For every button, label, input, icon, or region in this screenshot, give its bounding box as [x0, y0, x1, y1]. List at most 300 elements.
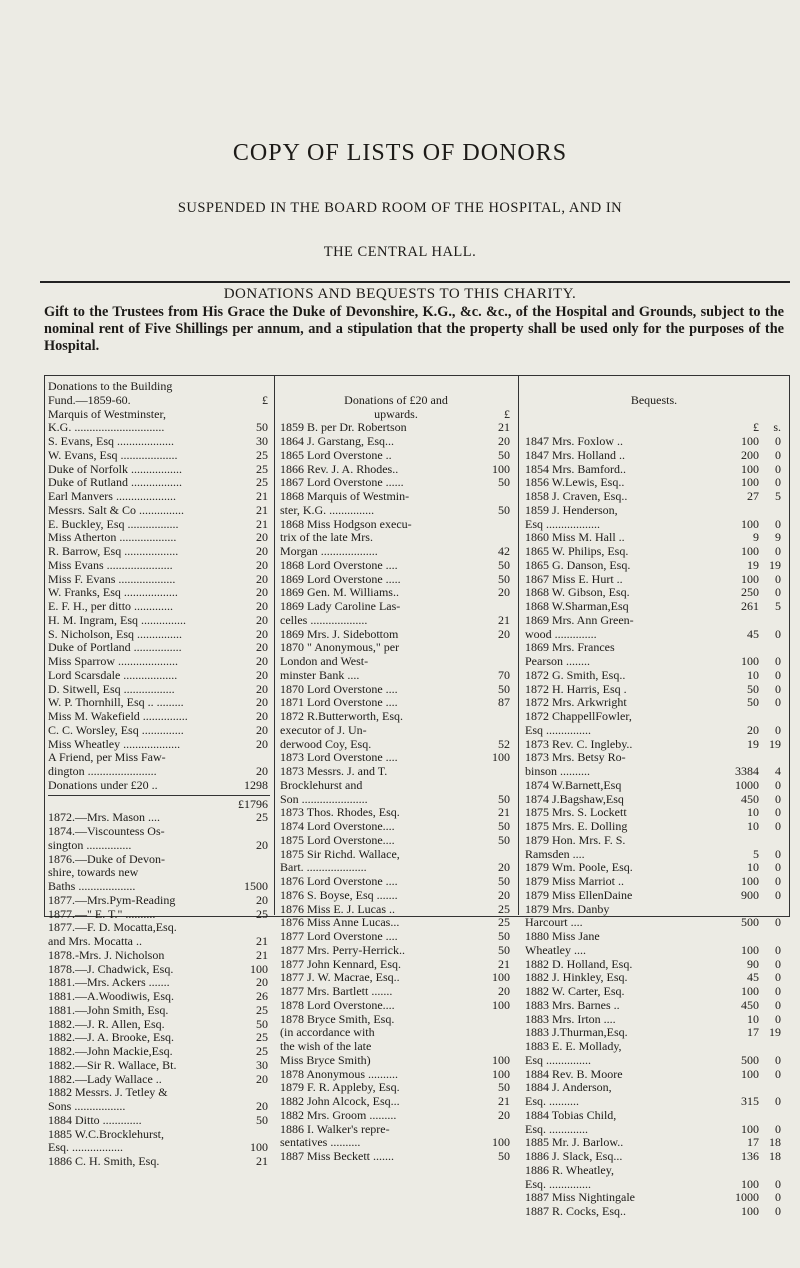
donation-shillings: 0	[775, 916, 781, 930]
donation-amount: 100	[492, 751, 510, 765]
donor-name: 1873 Rev. C. Ingleby..	[525, 737, 633, 751]
donation-amount: 21	[498, 1095, 510, 1108]
donation-amount: 20	[498, 627, 510, 641]
donor-entry	[48, 866, 270, 880]
donor-name: 1868 W. Gibson, Esq.	[525, 586, 630, 600]
donor-name: W. P. Thornhill, Esq .. .........	[48, 696, 184, 710]
donor-name: D. Sitwell, Esq .................	[48, 682, 175, 696]
donation-amount: 20	[256, 600, 268, 613]
donor-entry	[525, 861, 783, 875]
donation-amount: 50	[498, 1150, 510, 1163]
donor-name: 1886 J. Slack, Esq...	[525, 1150, 623, 1163]
donor-name: 1868 W.Sharman,Esq	[525, 600, 629, 613]
donation-amount: 20	[256, 696, 268, 710]
donor-name: 1880 Miss Jane	[525, 930, 600, 943]
donation-shillings: 5	[775, 600, 781, 613]
donor-name: Marquis of Westminster,	[48, 407, 166, 421]
donor-entry	[48, 921, 270, 935]
section-heading: DONATIONS AND BEQUESTS TO THIS CHARITY.	[223, 286, 577, 302]
donor-entry	[48, 1155, 270, 1169]
donor-entry	[525, 490, 783, 504]
donation-amount: 100	[250, 1141, 268, 1155]
donor-entry	[280, 779, 512, 793]
donor-entry	[280, 380, 512, 394]
donor-entry	[280, 641, 512, 655]
donation-amount: 20	[256, 572, 268, 586]
donation-amount: 3384	[735, 765, 759, 778]
donor-entry	[525, 1081, 783, 1095]
donation-amount: 50	[256, 421, 268, 435]
donor-name: Brocklehurst and	[280, 778, 363, 792]
donor-entry	[525, 628, 783, 642]
donor-entry	[280, 1123, 512, 1137]
donation-amount: 20	[256, 627, 268, 641]
donor-entry	[280, 861, 512, 875]
donor-name: and Mrs. Mocatta ..	[48, 935, 142, 948]
donation-amount: 100	[741, 1177, 759, 1191]
donor-name: Harcourt ....	[525, 916, 583, 930]
donation-amount: 20	[256, 641, 268, 655]
donor-name: sington ...............	[48, 838, 132, 852]
donor-name: 1877.—" E. T." ..........	[48, 907, 156, 921]
donor-name: 1878.—J. Chadwick, Esq.	[48, 962, 174, 976]
donor-entry	[48, 641, 270, 655]
donor-name: Donations under £20 ..	[48, 778, 158, 792]
donor-entry	[525, 504, 783, 518]
donor-entry	[525, 889, 783, 903]
donor-entry	[280, 1095, 512, 1109]
donor-entry	[280, 806, 512, 820]
donor-entry	[525, 930, 783, 944]
donor-entry	[525, 683, 783, 697]
donor-name: 1879 F. R. Appleby, Esq.	[280, 1081, 400, 1095]
donation-amount: 20	[747, 723, 759, 737]
donor-name: Earl Manvers ....................	[48, 490, 176, 503]
donation-shillings: 0	[775, 1205, 781, 1218]
donor-name: upwards.	[374, 407, 418, 421]
donor-name: Esq ..................	[525, 517, 600, 531]
donor-name: S. Nicholson, Esq ...............	[48, 627, 183, 641]
donation-shillings: 0	[775, 957, 781, 971]
donor-entry	[525, 1164, 783, 1178]
donation-amount: 50	[498, 448, 510, 462]
donor-name: 1873 Mrs. Betsy Ro-	[525, 751, 626, 765]
donor-entry	[48, 1073, 270, 1087]
donor-entry	[280, 999, 512, 1013]
donation-amount: 50	[498, 820, 510, 833]
donation-amount: 87	[498, 696, 510, 710]
donor-entry	[280, 655, 512, 669]
donor-name: 1884 Tobias Child,	[525, 1108, 617, 1122]
donation-amount: 100	[741, 1205, 759, 1218]
donor-name: 1879 Mrs. Danby	[525, 902, 610, 916]
donation-amount: 20	[256, 613, 268, 627]
donor-name: 1869 Mrs. Ann Green-	[525, 613, 634, 627]
donation-amount: 20	[256, 1072, 268, 1086]
donor-name: Duke of Rutland .................	[48, 476, 182, 490]
donation-amount: 50	[747, 682, 759, 696]
donor-name: 1876 Miss E. J. Lucas ..	[280, 902, 395, 916]
donor-entry	[48, 710, 270, 724]
donation-amount: 45	[747, 627, 759, 641]
donation-amount: 20	[498, 435, 510, 448]
donor-entry	[48, 1100, 270, 1114]
donation-amount: 50	[498, 1081, 510, 1095]
donor-entry	[48, 765, 270, 779]
donation-amount: 20	[256, 710, 268, 723]
donations-column	[280, 380, 512, 1164]
donation-shillings: s.	[773, 421, 781, 435]
donor-entry	[280, 463, 512, 477]
donor-name: R. Barrow, Esq ..................	[48, 545, 179, 558]
donation-amount: 500	[741, 1053, 759, 1067]
donation-amount: 26	[256, 990, 268, 1003]
donation-amount: 50	[498, 875, 510, 888]
donor-entry	[280, 518, 512, 532]
donor-entry	[280, 710, 512, 724]
donation-shillings: 0	[775, 861, 781, 875]
donation-amount: 20	[498, 586, 510, 600]
donation-shillings: 0	[775, 875, 781, 888]
donor-entry	[48, 894, 270, 908]
donor-entry	[48, 380, 270, 394]
donor-entry	[525, 779, 783, 793]
donor-name: 1875 Lord Overstone....	[280, 833, 395, 847]
donor-entry	[525, 806, 783, 820]
donation-amount: 70	[498, 668, 510, 682]
donor-name: Duke of Norfolk .................	[48, 462, 182, 476]
donor-name: 1876 S. Boyse, Esq .......	[280, 888, 398, 902]
donor-name: A Friend, per Miss Faw-	[48, 751, 166, 765]
donor-entry	[280, 683, 512, 697]
donor-entry	[48, 655, 270, 669]
donation-amount: 50	[256, 1017, 268, 1031]
donation-amount: 10	[747, 806, 759, 820]
donor-entry	[48, 853, 270, 867]
donation-amount: 20	[256, 723, 268, 737]
donation-shillings: 9	[775, 531, 781, 545]
donor-name: ster, K.G. ...............	[280, 503, 375, 517]
donation-amount: 27	[747, 490, 759, 503]
donation-shillings: 0	[775, 1012, 781, 1026]
donor-entry	[280, 1054, 512, 1068]
donor-name: 1868 Miss Hodgson execu-	[280, 517, 412, 531]
donor-entry	[280, 614, 512, 628]
donor-entry	[48, 1141, 270, 1155]
donor-entry	[280, 586, 512, 600]
donor-entry	[280, 834, 512, 848]
column-divider-1	[274, 375, 275, 915]
donation-amount: 50	[498, 930, 510, 943]
donor-entry	[525, 531, 783, 545]
donor-entry	[525, 655, 783, 669]
donor-entry	[525, 600, 783, 614]
donor-entry	[525, 738, 783, 752]
donor-entry	[48, 1059, 270, 1073]
donor-name: 1884 J. Anderson,	[525, 1081, 612, 1095]
donor-entry	[525, 449, 783, 463]
donation-shillings: 0	[775, 1177, 781, 1191]
total-rule	[48, 795, 270, 796]
donor-name: 1874 Lord Overstone....	[280, 820, 395, 833]
donor-name: C. C. Worsley, Esq ..............	[48, 723, 184, 737]
donation-amount: 17	[747, 1026, 759, 1040]
donation-shillings: 0	[775, 1122, 781, 1136]
donor-entry	[48, 490, 270, 504]
donation-amount: 200	[741, 448, 759, 462]
donor-entry	[525, 944, 783, 958]
donation-amount: 315	[741, 1095, 759, 1108]
donation-shillings: 5	[775, 490, 781, 503]
donor-name: derwood Coy, Esq.	[280, 737, 372, 751]
donor-name: 1886 I. Walker's repre-	[280, 1122, 390, 1136]
donor-name: 1879 Miss Marriot ..	[525, 875, 624, 888]
donor-entry	[525, 476, 783, 490]
donor-entry	[48, 1128, 270, 1142]
donor-name: 1867 Lord Overstone ......	[280, 476, 404, 490]
donation-amount: 1000	[735, 778, 759, 792]
donor-entry	[525, 1205, 783, 1219]
donor-entry	[48, 976, 270, 990]
donor-name: 1882.—J. A. Brooke, Esq.	[48, 1031, 174, 1045]
top-rule	[40, 281, 790, 283]
donor-entry	[280, 875, 512, 889]
donation-amount: 100	[741, 545, 759, 558]
donor-entry	[525, 834, 783, 848]
donation-amount: 5	[753, 847, 759, 861]
donor-entry	[525, 710, 783, 724]
donation-amount: 136	[741, 1150, 759, 1163]
donation-amount: 25	[256, 462, 268, 476]
donor-name: W. Franks, Esq ..................	[48, 586, 178, 600]
donation-amount: 450	[741, 998, 759, 1012]
donation-shillings: 0	[775, 971, 781, 985]
donor-entry	[280, 944, 512, 958]
donor-entry	[48, 779, 270, 793]
donation-amount: 100	[492, 971, 510, 985]
donor-entry	[48, 600, 270, 614]
donation-amount: 100	[741, 476, 759, 490]
donation-amount: 20	[256, 545, 268, 558]
donor-entry	[48, 839, 270, 853]
donor-entry	[280, 820, 512, 834]
donor-name: 1879 Miss EllenDaine	[525, 888, 633, 902]
donation-shillings: 19	[769, 558, 781, 572]
donor-entry	[48, 963, 270, 977]
donor-name: 1884 Rev. B. Moore	[525, 1067, 623, 1081]
donor-name: sentatives ..........	[280, 1136, 361, 1150]
donor-name: Morgan ...................	[280, 545, 378, 558]
donor-entry	[48, 683, 270, 697]
donation-amount: 100	[741, 435, 759, 448]
donor-name: 1887 R. Cocks, Esq..	[525, 1205, 627, 1218]
donation-amount: 21	[256, 935, 268, 948]
donor-name: dington .......................	[48, 765, 157, 778]
donor-entry	[525, 724, 783, 738]
donation-amount: 1500	[244, 880, 268, 893]
donor-entry	[525, 1109, 783, 1123]
donation-amount: 20	[256, 682, 268, 696]
donor-entry	[525, 999, 783, 1013]
donor-entry	[48, 1114, 270, 1128]
donor-entry	[525, 903, 783, 917]
donor-name: 1883 Mrs. Irton ....	[525, 1012, 616, 1026]
donor-name: Miss Bryce Smith)	[280, 1053, 371, 1067]
donor-entry	[48, 811, 270, 825]
donor-entry	[48, 559, 270, 573]
donor-name: 1884 Ditto .............	[48, 1113, 142, 1127]
donor-name: 1870 " Anonymous," per	[280, 641, 400, 655]
donor-name: 1874.—Viscountess Os-	[48, 825, 165, 838]
donor-name: 1882 Messrs. J. Tetley &	[48, 1086, 168, 1100]
donor-name: binson ..........	[525, 765, 591, 778]
donor-name: trix of the late Mrs.	[280, 531, 373, 545]
donation-amount: 50	[498, 558, 510, 572]
donor-entry	[48, 669, 270, 683]
donor-name: Pearson ........	[525, 655, 590, 668]
donor-name: 1882.—J. R. Allen, Esq.	[48, 1017, 165, 1031]
donor-entry	[48, 421, 270, 435]
donation-shillings: 0	[775, 1191, 781, 1205]
donor-entry	[525, 1123, 783, 1137]
donor-entry	[280, 504, 512, 518]
donor-name: Esq. ..............	[525, 1177, 591, 1191]
donor-name: 1882 Mrs. Groom .........	[280, 1108, 397, 1122]
donor-name: shire, towards new	[48, 866, 139, 880]
donation-shillings: 0	[775, 985, 781, 998]
donation-amount: 25	[256, 448, 268, 462]
donor-entry	[280, 600, 512, 614]
donor-entry	[525, 765, 783, 779]
donation-shillings: 0	[775, 1095, 781, 1108]
donation-shillings: 0	[775, 806, 781, 820]
donor-name: 1872 R.Butterworth, Esq.	[280, 710, 403, 723]
donor-entry	[280, 765, 512, 779]
donor-entry	[48, 435, 270, 449]
donor-name: 1883 E. E. Mollady,	[525, 1040, 622, 1053]
donor-entry	[525, 875, 783, 889]
donor-name: 1872 Mrs. Arkwright	[525, 696, 627, 710]
donor-entry	[48, 463, 270, 477]
donor-entry	[280, 916, 512, 930]
donor-entry	[525, 380, 783, 394]
donation-amount: 10	[747, 668, 759, 682]
donor-entry	[525, 1026, 783, 1040]
donation-amount: 100	[492, 1067, 510, 1081]
donor-entry	[48, 504, 270, 518]
donor-name: 1865 G. Danson, Esq.	[525, 558, 631, 572]
donor-name: 1867 Miss E. Hurt ..	[525, 572, 623, 586]
donor-entry	[48, 949, 270, 963]
donor-name: Messrs. Salt & Co ...............	[48, 503, 185, 517]
donor-name: 1886 R. Wheatley,	[525, 1163, 614, 1177]
donor-entry	[48, 449, 270, 463]
donor-entry	[280, 1013, 512, 1027]
donation-amount: 1000	[735, 1191, 759, 1205]
donation-amount: 100	[741, 1122, 759, 1136]
donor-name: 1881.—Mrs. Ackers .......	[48, 976, 170, 990]
donor-entry	[280, 559, 512, 573]
donation-amount: 25	[498, 916, 510, 930]
donation-amount: 10	[747, 861, 759, 875]
donor-name: 1864 J. Garstang, Esq...	[280, 435, 394, 448]
donor-entry	[48, 1004, 270, 1018]
donor-name: Lord Scarsdale ..................	[48, 668, 178, 682]
donor-entry	[48, 696, 270, 710]
donation-amount: 100	[741, 462, 759, 476]
donation-amount: £	[504, 407, 510, 421]
donation-amount: 50	[498, 682, 510, 696]
donation-amount: 9	[753, 531, 759, 545]
donor-entry	[525, 669, 783, 683]
donor-name: 1875 Sir Richd. Wallace,	[280, 847, 400, 861]
donor-name: 1879 Wm. Poole, Esq.	[525, 861, 633, 875]
donor-name: Baths ...................	[48, 880, 136, 893]
donor-name: S. Evans, Esq ...................	[48, 435, 174, 448]
donor-entry	[48, 476, 270, 490]
donor-entry	[48, 1045, 270, 1059]
donor-name: 1877.—F. D. Mocatta,Esq.	[48, 921, 177, 935]
donor-name: 1859 B. per Dr. Robertson	[280, 421, 407, 435]
donor-entry	[280, 985, 512, 999]
donation-amount: 20	[498, 888, 510, 902]
donor-entry	[48, 586, 270, 600]
donation-amount: 100	[741, 517, 759, 531]
donor-name: Sons .................	[48, 1100, 126, 1113]
donation-shillings: 19	[769, 1026, 781, 1040]
donor-name: 1882.—Sir R. Wallace, Bt.	[48, 1058, 177, 1072]
donation-amount: 50	[498, 503, 510, 517]
donation-amount: 20	[256, 668, 268, 682]
donor-name: 1878 Bryce Smith, Esq.	[280, 1012, 395, 1026]
donor-entry	[48, 545, 270, 559]
donation-amount: 25	[256, 1045, 268, 1058]
donation-amount: 19	[747, 558, 759, 572]
donation-shillings: 0	[775, 476, 781, 490]
donor-name: 1873 Thos. Rhodes, Esq.	[280, 806, 400, 820]
donor-entry	[525, 985, 783, 999]
donation-amount: 42	[498, 545, 510, 558]
donor-name: 1869 Lord Overstone .....	[280, 572, 401, 586]
donation-shillings: 0	[775, 998, 781, 1012]
donor-entry	[525, 1040, 783, 1054]
donor-entry	[525, 573, 783, 587]
donation-amount: 100	[741, 1067, 759, 1081]
donation-amount: 20	[498, 1108, 510, 1122]
donor-name: Fund.—1859-60.	[48, 393, 131, 407]
donation-amount: 21	[256, 948, 268, 962]
donor-name: 1886 C. H. Smith, Esq.	[48, 1155, 160, 1168]
donor-name: 1882 John Alcock, Esq...	[280, 1095, 400, 1108]
donation-amount: 100	[492, 462, 510, 476]
donation-shillings: 0	[775, 545, 781, 558]
donor-name: 1885 W.C.Brocklehurst,	[48, 1127, 164, 1141]
donor-name: W. Evans, Esq ...................	[48, 448, 178, 462]
donation-shillings: 0	[775, 462, 781, 476]
donation-amount: 100	[741, 572, 759, 586]
donor-entry	[48, 1031, 270, 1045]
donor-name: 1882 D. Holland, Esq.	[525, 957, 633, 971]
donation-amount: 500	[741, 916, 759, 930]
donor-entry	[48, 908, 270, 922]
donation-shillings: 0	[775, 572, 781, 586]
donor-name: E. Buckley, Esq .................	[48, 517, 179, 531]
donor-entry	[280, 971, 512, 985]
donation-amount: 21	[498, 613, 510, 627]
donor-entry	[280, 408, 512, 422]
donor-name: 1854 Mrs. Bamford..	[525, 462, 626, 476]
donor-name: Miss M. Wakefield ...............	[48, 710, 188, 723]
